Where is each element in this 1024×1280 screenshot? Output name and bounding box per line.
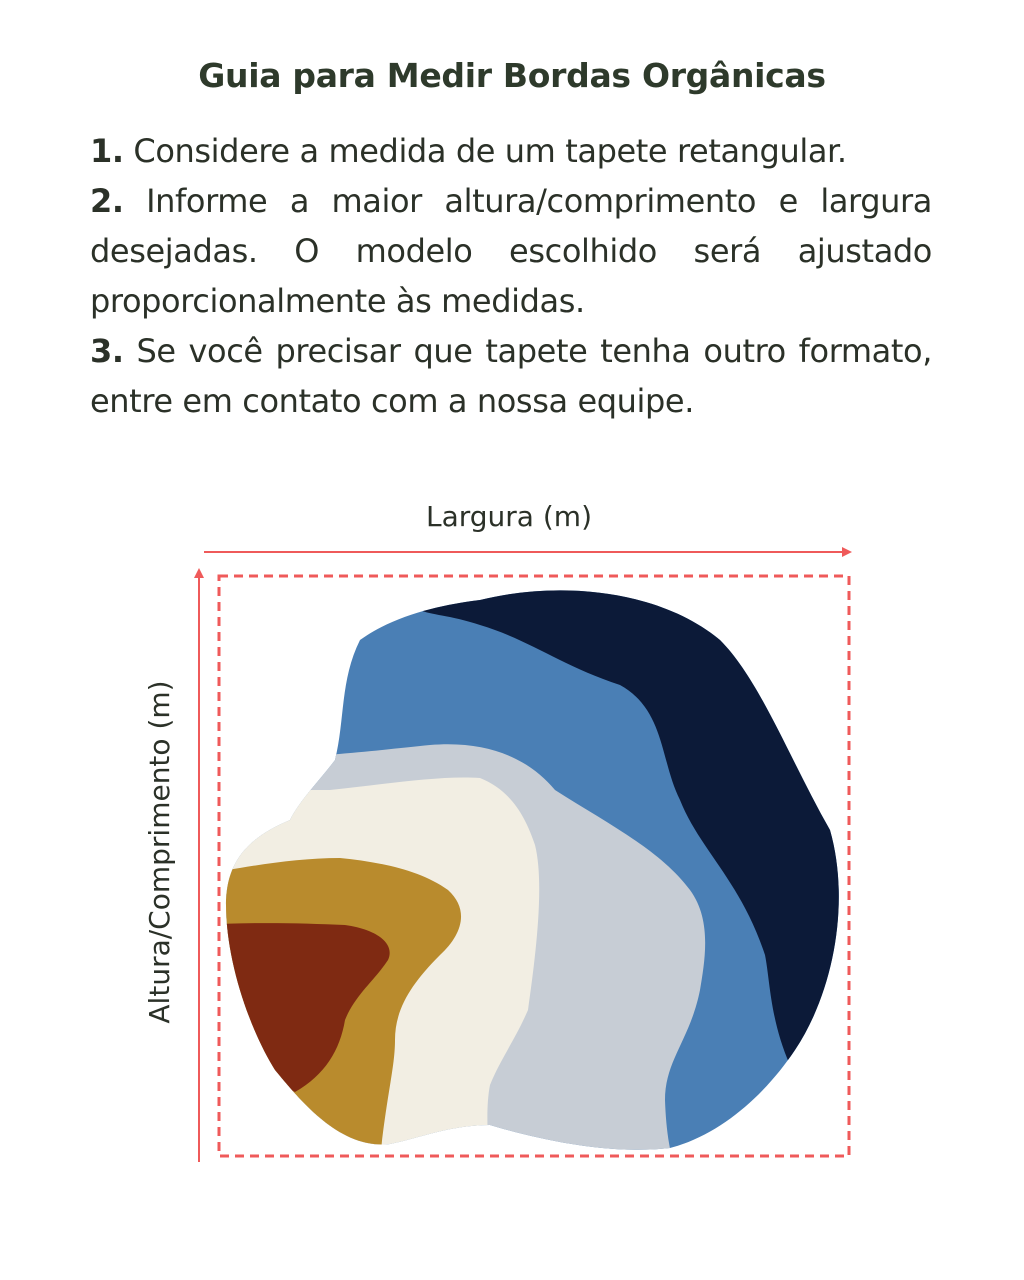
height-arrow-head xyxy=(194,568,204,578)
width-label: Largura (m) xyxy=(426,500,592,533)
step-text: Se você precisar que tapete tenha outro formato, entre em contato com a nossa equipe. xyxy=(90,332,932,420)
step-text: Informe a maior altura/comprimento e largura desejadas. O modelo escolhido será ajustado proporcionalmente às medidas. xyxy=(90,182,932,320)
page-title: Guia para Medir Bordas Orgânicas xyxy=(198,56,826,95)
step-number: 1. xyxy=(90,132,124,170)
height-label: Altura/Comprimento (m) xyxy=(143,680,176,1024)
step-number: 2. xyxy=(90,182,124,220)
step-text: Considere a medida de um tapete retangular. xyxy=(133,132,847,170)
organic-rug xyxy=(200,560,880,1180)
step-number: 3. xyxy=(90,332,124,370)
width-arrow-head xyxy=(842,547,852,557)
